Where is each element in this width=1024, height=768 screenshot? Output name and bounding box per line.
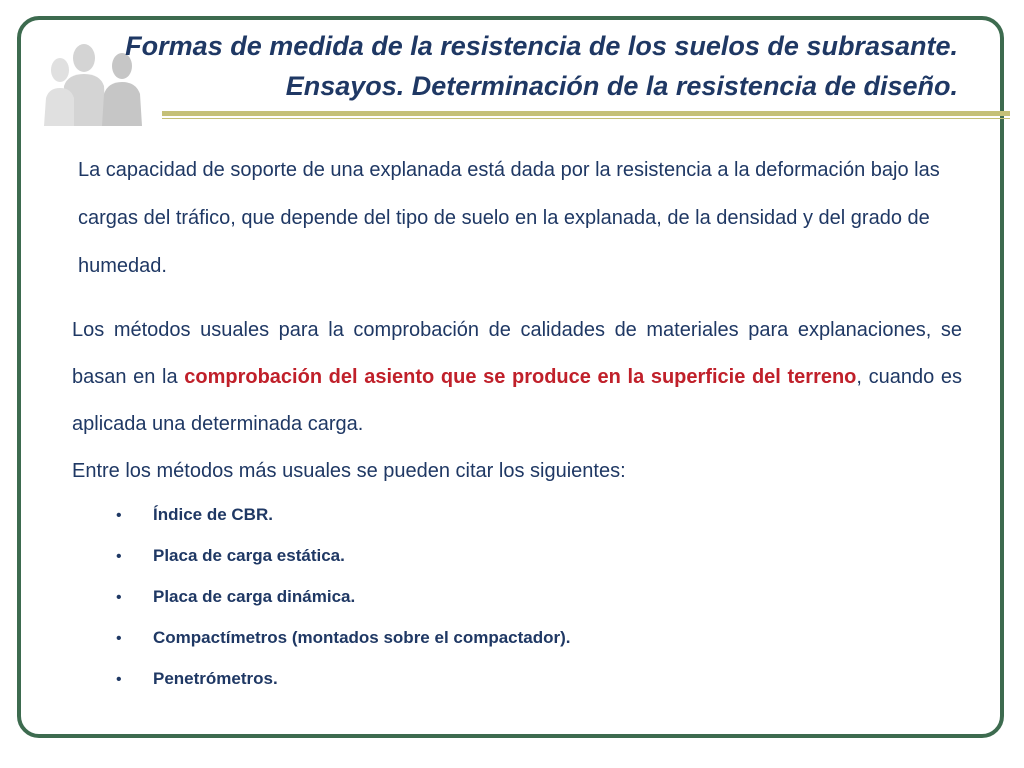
paragraph-metodos (72, 307, 962, 448)
bullet-icon: • (116, 548, 122, 565)
title-line-2: Ensayos. Determinación de la resistencia de diseño. (285, 71, 958, 101)
bullet-icon: • (116, 507, 122, 524)
list-item (116, 658, 571, 699)
list-item-label: Penetrómetros. (153, 669, 278, 688)
slide-title (125, 26, 958, 106)
paragraph-capacidad: La capacidad de soporte de una explanada está dada por la resistencia a la deformación bajo las cargas del tráfico, que depende del tipo de suelo en la explanada, de la densidad y del grado de humedad. (78, 159, 940, 277)
list-item-label: Placa de carga dinámica. (153, 587, 356, 606)
list-item (116, 494, 571, 535)
title-rule-thin (162, 118, 1010, 119)
list-item (116, 617, 571, 658)
list-item (116, 576, 571, 617)
title-rule-thick (162, 111, 1010, 116)
list-item-label: Índice de CBR. (153, 505, 273, 524)
methods-list (116, 494, 571, 699)
list-item-label: Placa de carga estática. (153, 546, 345, 565)
list-item (116, 535, 571, 576)
title-line-1: Formas de medida de la resistencia de los suelos de subrasante. (125, 31, 958, 61)
bullet-icon: • (116, 630, 122, 647)
bullet-icon: • (116, 671, 122, 688)
paragraph-metodos-text-after: , cuando es aplicada una determinada carga. (72, 366, 962, 435)
paragraph-metodos-highlight: comprobación del asiento que se produce en la superficie del terreno (184, 366, 857, 388)
paragraph-metodos-text-before: Los métodos usuales para la comprobación de calidades de materiales para explanaciones, se basan en la (72, 319, 962, 388)
list-item-label: Compactímetros (montados sobre el compactador). (153, 628, 571, 647)
bullet-icon: • (116, 589, 122, 606)
methods-intro: Entre los métodos más usuales se pueden citar los siguientes: (72, 460, 626, 482)
